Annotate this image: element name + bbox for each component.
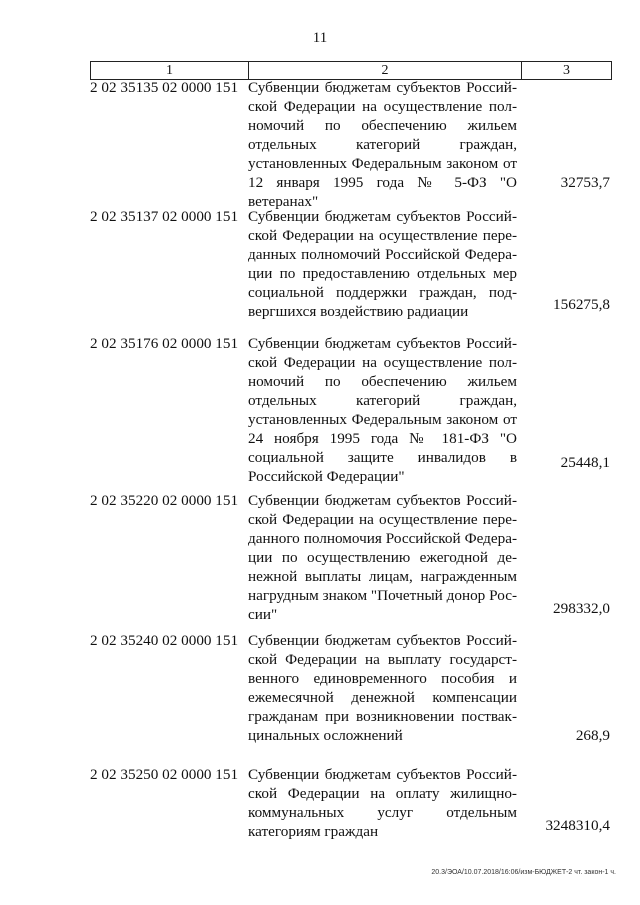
row-description: Субвенции бюджетам субъектов Российской Федерации на осуществление полномочий по обеспечению жильем отдельных категорий граждан, установленных Федеральным законом от 24 ноября 1995 года № 181-ФЗ "О социальной защите инвалидов в Российской Федерации" <box>248 335 517 485</box>
row-amount: 268,9 <box>575 727 610 744</box>
row-description: Субвенции бюджетам субъектов Российской Федерации на выплату государственного единовременного пособия и ежемесячной денежной компенсации гражданам при возникновении поствакцинальных осложнений <box>248 632 517 744</box>
budget-code: 2 02 35137 02 0000 151 <box>90 208 239 225</box>
budget-code: 2 02 35176 02 0000 151 <box>90 335 239 352</box>
row-description: Субвенции бюджетам субъектов Российской Федерации на осуществление переданных полномочий Российской Федерации по предоставлению отдельных мер социальной поддержки граждан, подвергшихся воздействию радиации <box>248 208 517 320</box>
document-footer: 20.3/ЭОА/10.07.2018/16:06/изм-БЮДЖЕТ-2 чт. закон-1 ч. <box>431 869 616 876</box>
budget-code: 2 02 35220 02 0000 151 <box>90 492 239 509</box>
row-amount: 3248310,4 <box>545 817 610 834</box>
row-description: Субвенции бюджетам субъектов Российской Федерации на осуществление полномочий по обеспечению жильем отдельных категорий граждан, установленных Федеральным законом от 12 января 1995 года № 5-ФЗ "О ветеранах" <box>248 79 517 210</box>
budget-code: 2 02 35240 02 0000 151 <box>90 632 239 649</box>
column-header-amount: 3 <box>563 63 570 78</box>
row-amount: 156275,8 <box>553 296 610 313</box>
row-description: Субвенции бюджетам субъектов Российской Федерации на оплату жилищно-коммунальных услуг отдельным категориям граждан <box>248 766 517 840</box>
column-header-code: 1 <box>91 62 249 79</box>
budget-code: 2 02 35250 02 0000 151 <box>90 766 239 783</box>
page-number: 11 <box>312 30 328 46</box>
row-amount: 32753,7 <box>560 174 610 191</box>
budget-code: 2 02 35135 02 0000 151 <box>90 79 239 96</box>
column-header-description: 2 <box>249 62 522 79</box>
row-description: Субвенции бюджетам субъектов Российской Федерации на осуществление переданного полномочия Российской Федерации по осуществлению ежегодной денежной выплаты лицам, награжденным нагрудным знаком "Почетный донор России" <box>248 492 517 623</box>
row-amount: 25448,1 <box>560 454 610 471</box>
row-amount: 298332,0 <box>553 600 610 617</box>
